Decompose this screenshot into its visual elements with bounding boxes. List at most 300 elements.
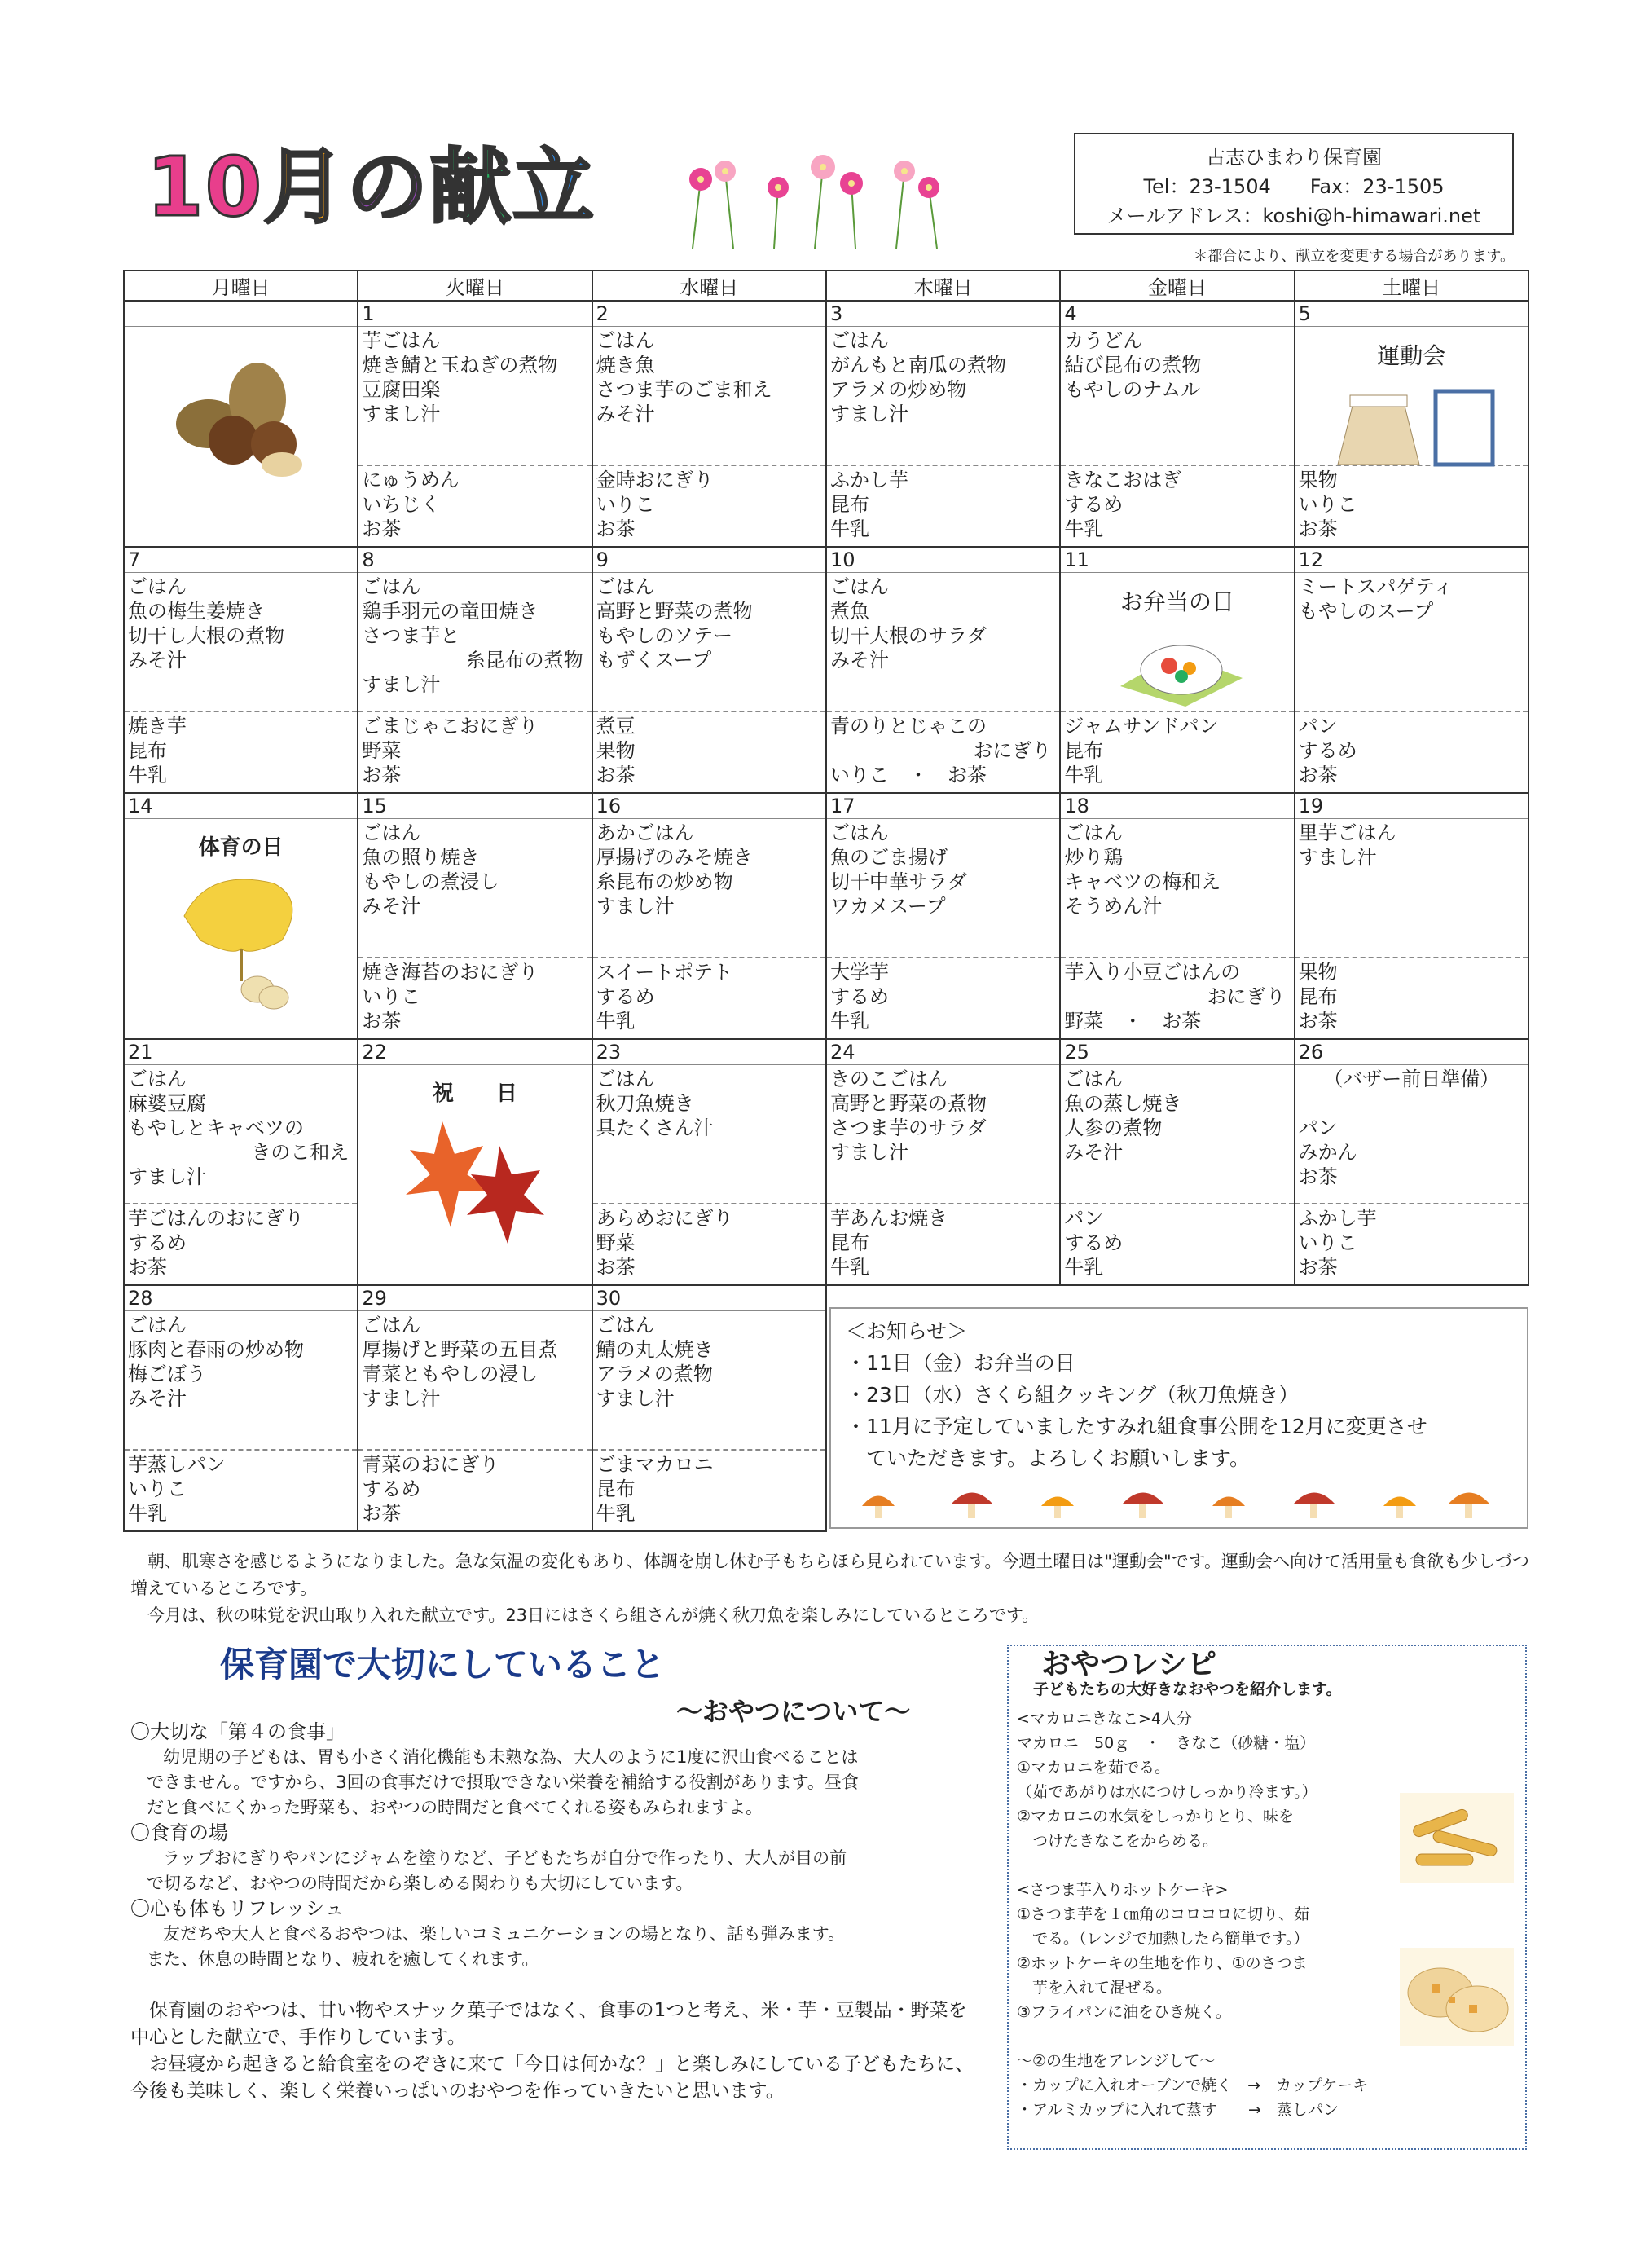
lunch-menu bbox=[593, 327, 825, 469]
day-number: 25 bbox=[1061, 1040, 1293, 1065]
email-address: メールアドレス：koshi@h-himawari.net bbox=[1106, 205, 1481, 227]
lunch-item: 煮魚 bbox=[829, 600, 869, 623]
weekday-label: 土曜日 bbox=[1295, 271, 1528, 301]
lunch-item: そうめん汁 bbox=[1064, 895, 1163, 918]
recipe-line: マカロニ 50ｇ ・ きなこ（砂糖・塩） bbox=[1017, 1734, 1316, 1752]
lunch-item: みそ汁 bbox=[596, 403, 655, 425]
recipe-line: 〜②の生地をアレンジして〜 bbox=[1017, 2052, 1216, 2070]
snack-item: 牛乳 bbox=[1064, 1256, 1104, 1279]
event-label: お弁当の日 bbox=[1119, 588, 1234, 615]
weekday-label: 水曜日 bbox=[592, 271, 826, 301]
recipe-line: ・カップに入れオーブンで焼く → カップケーキ bbox=[1017, 2076, 1369, 2094]
lunch-menu bbox=[358, 1311, 591, 1453]
snack-item: いりこ bbox=[362, 985, 421, 1008]
lunch-item: すまし汁 bbox=[362, 403, 441, 425]
snack-item: いちじく bbox=[362, 493, 441, 516]
lunch-item: 秋刀魚焼き bbox=[596, 1092, 694, 1115]
article-line: で切るなど、おやつの時間だから楽しめる関わりも大切にしています。 bbox=[147, 1874, 693, 1893]
recipe-line: ③フライパンに油をひき焼く。 bbox=[1017, 2003, 1231, 2021]
snack-item: きなこおはぎ bbox=[1064, 469, 1182, 491]
snack-menu bbox=[1061, 1203, 1293, 1284]
recipe-line: でる。（レンジで加熱したら簡単です。） bbox=[1017, 1930, 1309, 1948]
day-number: 26 bbox=[1295, 1040, 1528, 1065]
snack-item: するめ bbox=[362, 1478, 421, 1500]
lunch-menu bbox=[1295, 573, 1528, 715]
calendar-week-row bbox=[124, 301, 1528, 547]
snack-item: 大学芋 bbox=[829, 961, 889, 984]
lunch-item: お茶 bbox=[1298, 1165, 1338, 1188]
article-line: 友だちや大人と食べるおやつは、楽しいコミュニケーションの場となり、話も弾みます。 bbox=[163, 1924, 846, 1944]
lunch-menu bbox=[827, 573, 1059, 715]
snack-item: 牛乳 bbox=[829, 1010, 869, 1033]
day-number: 12 bbox=[1295, 548, 1528, 573]
snack-item: いりこ ・ お茶 bbox=[829, 764, 987, 786]
snack-menu bbox=[125, 1449, 357, 1530]
lunch-menu bbox=[827, 327, 1059, 469]
page-title bbox=[147, 139, 596, 235]
cosmos-flowers-illustration bbox=[668, 147, 961, 253]
contact-box bbox=[1074, 133, 1514, 235]
calendar-day-cell bbox=[1295, 301, 1528, 547]
day-number: 2 bbox=[593, 302, 825, 327]
day-number: 3 bbox=[827, 302, 1059, 327]
lunch-item: 厚揚げのみそ焼き bbox=[596, 846, 753, 869]
snack-menu bbox=[1295, 1203, 1528, 1284]
calendar-day-cell bbox=[826, 1039, 1060, 1285]
day-number: 14 bbox=[125, 794, 357, 819]
article-line: また、休息の時間となり、疲れを癒してくれます。 bbox=[147, 1949, 539, 1969]
snack-item: 牛乳 bbox=[596, 1502, 636, 1525]
snack-menu bbox=[358, 465, 591, 546]
snack-menu bbox=[593, 465, 825, 546]
article-heading: 〇食育の場 bbox=[130, 1821, 228, 1844]
lunch-item: みそ汁 bbox=[128, 649, 187, 672]
lunch-item: もやしとキャベツの bbox=[128, 1116, 304, 1139]
lunch-item: ごはん bbox=[829, 575, 889, 598]
snack-item: 昆布 bbox=[596, 1478, 636, 1500]
macaroni-photo bbox=[1400, 1793, 1514, 1883]
lunch-item: 芋ごはん bbox=[362, 329, 441, 352]
lunch-item: ワカメスープ bbox=[829, 895, 946, 918]
snack-item: お茶 bbox=[362, 1010, 402, 1033]
recipe-box bbox=[1007, 1645, 1527, 2150]
notice-title: ＜お知らせ＞ bbox=[846, 1319, 968, 1343]
lunch-item: ごはん bbox=[128, 1068, 187, 1090]
snack-item: 牛乳 bbox=[128, 1502, 167, 1525]
lunch-item: ごはん bbox=[596, 329, 655, 352]
article-line: だと食べにくかった野菜も、おやつの時間だと食べてくれる姿もみられますよ。 bbox=[147, 1798, 763, 1817]
snack-item: お茶 bbox=[596, 1256, 636, 1279]
lunch-menu bbox=[1295, 819, 1528, 961]
ginkgo-illustration bbox=[125, 851, 357, 1019]
lunch-item: すまし汁 bbox=[128, 1165, 206, 1188]
lunch-item: すまし汁 bbox=[829, 1141, 908, 1164]
lunch-menu bbox=[593, 573, 825, 715]
snack-item: ごまじゃこおにぎり bbox=[362, 715, 539, 738]
snack-menu bbox=[827, 957, 1059, 1038]
snack-item: するめ bbox=[1064, 493, 1124, 516]
snack-item: 牛乳 bbox=[128, 764, 167, 786]
lunch-item: すまし汁 bbox=[596, 1387, 675, 1410]
lunch-item: がんもと南瓜の煮物 bbox=[829, 354, 1006, 377]
lunch-item: すまし汁 bbox=[829, 403, 908, 425]
snack-item: 焼き海苔のおにぎり bbox=[362, 961, 539, 984]
snack-item: おにぎり bbox=[1207, 985, 1286, 1008]
recipe-line: ①さつま芋を１㎝角のコロコロに切り、茹 bbox=[1017, 1905, 1310, 1923]
snack-menu bbox=[358, 1449, 591, 1530]
lunch-item: 切干し大根の煮物 bbox=[128, 624, 284, 647]
day-number: 21 bbox=[125, 1040, 357, 1065]
snack-item: 野菜 ・ お茶 bbox=[1064, 1010, 1202, 1033]
snack-item: 金時おにぎり bbox=[596, 469, 714, 491]
snack-item: 昆布 bbox=[1298, 985, 1338, 1008]
weekday-label: 金曜日 bbox=[1060, 271, 1294, 301]
snack-menu bbox=[1295, 957, 1528, 1038]
snack-item: 牛乳 bbox=[596, 1010, 636, 1033]
lunch-item: すまし汁 bbox=[1298, 846, 1377, 869]
lunch-item: 鶏手羽元の竜田焼き bbox=[362, 600, 539, 623]
lunch-menu bbox=[593, 819, 825, 961]
day-number: 4 bbox=[1061, 302, 1293, 327]
lunch-item: きのこ和え bbox=[251, 1141, 350, 1164]
snack-menu bbox=[593, 1449, 825, 1530]
calendar-day-cell bbox=[358, 301, 592, 547]
day-number bbox=[125, 302, 357, 327]
calendar-day-cell bbox=[1295, 547, 1528, 793]
snack-item: いりこ bbox=[1298, 1231, 1357, 1254]
snack-item: 焼き芋 bbox=[128, 715, 187, 738]
calendar-day-cell bbox=[592, 301, 826, 547]
calendar-day-cell bbox=[1060, 1039, 1294, 1285]
article-heading: 〇心も体もリフレッシュ bbox=[130, 1897, 345, 1920]
calendar-day-cell bbox=[124, 1285, 358, 1531]
calendar-week-row bbox=[124, 1039, 1528, 1285]
recipe-intro: 子どもたちの大好きなおやつを紹介します。 bbox=[1033, 1680, 1342, 1698]
lunch-item: パン bbox=[1298, 1116, 1338, 1139]
lunch-item: 梅ごぼう bbox=[128, 1363, 206, 1385]
snack-item: 昆布 bbox=[829, 493, 869, 516]
lunch-item: 魚の照り焼き bbox=[362, 846, 480, 869]
lunch-item: みそ汁 bbox=[829, 649, 889, 672]
lunch-menu bbox=[593, 1065, 825, 1207]
lunch-item: 魚の梅生姜焼き bbox=[128, 600, 265, 623]
lunch-item: 炒り鶏 bbox=[1064, 846, 1124, 869]
closing-line: お昼寝から起きると給食室をのぞきに来て「今日は何かな？」と楽しみにしている子どもたちに、 bbox=[130, 2054, 974, 2075]
lunch-item: みそ汁 bbox=[362, 895, 421, 918]
day-number: 18 bbox=[1061, 794, 1293, 819]
section-subtitle: 〜おやつについて〜 bbox=[676, 1696, 911, 1727]
notice-item: ・11日（金）お弁当の日 bbox=[846, 1351, 1075, 1375]
calendar-week-row bbox=[124, 793, 1528, 1039]
snack-item: 野菜 bbox=[596, 1231, 636, 1254]
snack-menu bbox=[593, 711, 825, 792]
calendar-day-cell bbox=[358, 547, 592, 793]
snack-item: 果物 bbox=[596, 739, 636, 762]
snack-menu bbox=[1295, 711, 1528, 792]
notice-box bbox=[829, 1307, 1528, 1529]
calendar-day-cell bbox=[592, 793, 826, 1039]
snack-item: 果物 bbox=[1298, 961, 1338, 984]
snack-item: 芋ごはんのおにぎり bbox=[128, 1207, 304, 1230]
snack-item: お茶 bbox=[596, 764, 636, 786]
calendar-day-cell bbox=[592, 1039, 826, 1285]
day-number: 10 bbox=[827, 548, 1059, 573]
lunch-item: もずくスープ bbox=[596, 649, 712, 672]
lunch-item: 切干中華サラダ bbox=[829, 870, 967, 893]
snack-menu bbox=[593, 1203, 825, 1284]
snack-item: するめ bbox=[1298, 739, 1357, 762]
snack-item: いりこ bbox=[128, 1478, 187, 1500]
lunch-item: みそ汁 bbox=[1064, 1141, 1124, 1164]
snack-item: パン bbox=[1298, 715, 1338, 738]
lunch-item: きのこごはん bbox=[829, 1068, 948, 1090]
recipe-line: ②ホットケーキの生地を作り、①のさつま bbox=[1017, 1954, 1308, 1972]
lunch-item: 糸昆布の炒め物 bbox=[596, 870, 733, 893]
day-number: 29 bbox=[358, 1286, 591, 1311]
snack-item: するめ bbox=[596, 985, 655, 1008]
lunch-item: 切干大根のサラダ bbox=[829, 624, 987, 647]
lunch-item: 結び昆布の煮物 bbox=[1064, 354, 1202, 377]
snack-item: 昆布 bbox=[128, 739, 167, 762]
day-number: 15 bbox=[358, 794, 591, 819]
lunch-item: カうどん bbox=[1064, 329, 1143, 352]
day-number: 23 bbox=[593, 1040, 825, 1065]
lunch-item: （バザー前日準備） bbox=[1323, 1068, 1500, 1090]
snack-article bbox=[130, 1720, 978, 2105]
lunch-item: 里芋ごはん bbox=[1298, 821, 1396, 844]
title-part: 献 bbox=[429, 139, 513, 235]
lunch-item: さつま芋のごま和え bbox=[596, 378, 772, 401]
article-line: 幼児期の子どもは、胃も小さく消化機能も未熟な為、大人のように1度に沢山食べることは bbox=[163, 1747, 859, 1767]
hotcake-photo bbox=[1400, 1948, 1514, 2046]
snack-item: お茶 bbox=[1298, 764, 1338, 786]
intro-line: 増えているところです。 bbox=[130, 1579, 318, 1598]
lunch-item: ごはん bbox=[362, 821, 421, 844]
snack-menu bbox=[1061, 711, 1293, 792]
lunch-item: 豚肉と春雨の炒め物 bbox=[128, 1338, 304, 1361]
snack-menu bbox=[358, 957, 591, 1038]
lunch-item: さつま芋と bbox=[362, 624, 460, 647]
lunch-item: 糸昆布の煮物 bbox=[465, 649, 583, 672]
closing-line: 今後も美味しく、楽しく栄養いっぱいのおやつを作っていきたいと思います。 bbox=[130, 2081, 785, 2102]
lunch-menu bbox=[1061, 819, 1293, 961]
snack-item: ジャムサンドパン bbox=[1064, 715, 1219, 738]
snack-item: するめ bbox=[829, 985, 889, 1008]
recipe-line: ①マカロニを茹でる。 bbox=[1017, 1759, 1171, 1777]
snack-item: 牛乳 bbox=[829, 517, 869, 540]
snack-item: お茶 bbox=[362, 1502, 402, 1525]
snack-item: あらめおにぎり bbox=[596, 1207, 733, 1230]
calendar-week-row bbox=[124, 547, 1528, 793]
snack-item: いりこ bbox=[1298, 493, 1357, 516]
lunch-menu bbox=[1061, 1065, 1293, 1207]
snack-item: 青のりとじゃこの bbox=[829, 715, 987, 738]
lunch-item: 高野と野菜の煮物 bbox=[829, 1092, 987, 1115]
event-label: 運動会 bbox=[1377, 342, 1446, 369]
calendar-day-cell bbox=[124, 1039, 358, 1285]
change-notice: ＊都合により、献立を変更する場合があります。 bbox=[1193, 248, 1515, 265]
lunch-item: アラメの炒め物 bbox=[829, 378, 967, 401]
snack-menu bbox=[827, 711, 1059, 792]
title-part: 10 bbox=[147, 139, 264, 235]
tel-fax: Tel：23-1504 Fax：23-1505 bbox=[1143, 175, 1445, 198]
lunch-item: すまし汁 bbox=[596, 895, 675, 918]
lunch-item: ごはん bbox=[1064, 1068, 1124, 1090]
snack-menu bbox=[125, 711, 357, 792]
lunch-menu bbox=[1295, 1065, 1528, 1207]
lunch-item: ごはん bbox=[596, 1068, 655, 1090]
calendar-day-cell bbox=[826, 793, 1060, 1039]
lunch-item: みかん bbox=[1298, 1141, 1357, 1164]
day-number: 9 bbox=[593, 548, 825, 573]
snack-item: 牛乳 bbox=[1064, 517, 1104, 540]
lunch-menu bbox=[125, 1311, 357, 1453]
lunch-item: 魚のごま揚げ bbox=[829, 846, 948, 869]
recipe-line: <マカロニきなこ>4人分 bbox=[1017, 1710, 1192, 1728]
snack-item: 芋入り小豆ごはんの bbox=[1064, 961, 1241, 984]
lunch-menu bbox=[358, 327, 591, 469]
intro-line: 今月は、秋の味覚を沢山取り入れた献立です。23日にはさくら組さんが焼く秋刀魚を楽しみにしているところです。 bbox=[130, 1605, 1040, 1625]
lunch-item: ごはん bbox=[362, 575, 421, 598]
lunch-item: キャベツの梅和え bbox=[1064, 870, 1221, 893]
article-line: できません。ですから、3回の食事だけで摂取できない栄養を補給する役割があります。昼食 bbox=[147, 1773, 859, 1792]
lunch-item: 豆腐田楽 bbox=[362, 378, 441, 401]
nursery-name: 古志ひまわり保育園 bbox=[1206, 146, 1382, 169]
calendar-day-cell bbox=[358, 1285, 592, 1531]
snack-item: スイートポテト bbox=[596, 961, 733, 984]
day-number: 24 bbox=[827, 1040, 1059, 1065]
lunch-menu bbox=[1061, 327, 1293, 469]
recipe-steps bbox=[1017, 1707, 1517, 2122]
lunch-item bbox=[1299, 1091, 1524, 1116]
snack-item: するめ bbox=[1064, 1231, 1124, 1254]
day-number: 22 bbox=[358, 1040, 591, 1065]
lunch-menu bbox=[358, 819, 591, 961]
day-number: 17 bbox=[827, 794, 1059, 819]
lunch-item: ごはん bbox=[1064, 821, 1124, 844]
lunch-item: みそ汁 bbox=[128, 1387, 187, 1410]
snack-item: お茶 bbox=[596, 517, 636, 540]
calendar-day-cell bbox=[358, 793, 592, 1039]
calendar-day-cell bbox=[1060, 793, 1294, 1039]
calendar-day-cell bbox=[1060, 301, 1294, 547]
lunch-item: あかごはん bbox=[596, 821, 694, 844]
recipe-line: ②マカロニの水気をしっかりとり、味を bbox=[1017, 1808, 1295, 1825]
closing-line: 保育園のおやつは、甘い物やスナック菓子ではなく、食事の1つと考え、米・芋・豆製品・野菜を bbox=[130, 2000, 967, 2021]
snack-item: 牛乳 bbox=[829, 1256, 869, 1279]
weekday-label: 木曜日 bbox=[826, 271, 1060, 301]
recipe-title: おやつレシピ bbox=[1041, 1648, 1217, 1681]
event-label: 体育の日 bbox=[198, 835, 284, 860]
maple-leaf-illustration bbox=[358, 1105, 591, 1257]
snack-item: ふかし芋 bbox=[829, 469, 908, 491]
recipe-line: 芋を入れて混ぜる。 bbox=[1017, 1979, 1172, 1997]
title-part: の bbox=[346, 139, 430, 235]
snack-item: お茶 bbox=[362, 764, 402, 786]
snack-item: 青菜のおにぎり bbox=[362, 1453, 499, 1476]
day-number: 8 bbox=[358, 548, 591, 573]
day-number: 5 bbox=[1295, 302, 1528, 327]
snack-item: お茶 bbox=[1298, 517, 1338, 540]
recipe-line: つけたきなこをからめる。 bbox=[1017, 1832, 1219, 1850]
calendar-day-cell bbox=[1295, 793, 1528, 1039]
weekday-header bbox=[124, 271, 1528, 301]
snack-item: 昆布 bbox=[1064, 739, 1104, 762]
notice-item: ていただきます。よろしくお願いします。 bbox=[846, 1447, 1251, 1470]
snack-menu bbox=[1061, 465, 1293, 546]
lunch-menu bbox=[125, 573, 357, 715]
lunch-item: もやしのソテー bbox=[596, 624, 733, 647]
snack-menu bbox=[827, 1203, 1059, 1284]
snack-item: お茶 bbox=[362, 517, 402, 540]
calendar-day-cell bbox=[592, 1285, 826, 1531]
calendar-day-cell bbox=[826, 547, 1060, 793]
snack-item: 煮豆 bbox=[596, 715, 636, 738]
bento-illustration bbox=[1061, 621, 1293, 716]
snack-item: パン bbox=[1064, 1207, 1104, 1230]
title-part: 月 bbox=[263, 139, 347, 235]
weekday-label: 月曜日 bbox=[124, 271, 358, 301]
calendar-day-cell bbox=[124, 301, 358, 547]
snack-menu bbox=[125, 1203, 357, 1284]
lunch-item: 焼き魚 bbox=[596, 354, 655, 377]
lunch-item: 人参の煮物 bbox=[1064, 1116, 1163, 1139]
lunch-item: さつま芋のサラダ bbox=[829, 1116, 987, 1139]
lunch-item: 焼き鯖と玉ねぎの煮物 bbox=[362, 354, 558, 377]
lunch-item: もやしの煮浸し bbox=[362, 870, 499, 893]
lunch-menu bbox=[827, 819, 1059, 961]
article-line: ラップおにぎりやパンにジャムを塗りなど、子どもたちが自分で作ったり、大人が目の前 bbox=[163, 1848, 847, 1868]
lunch-item: もやしのスープ bbox=[1298, 600, 1434, 623]
snack-menu bbox=[358, 711, 591, 792]
snack-item: ふかし芋 bbox=[1298, 1207, 1377, 1230]
snack-item: 芋蒸しパン bbox=[128, 1453, 226, 1476]
lunch-item: ごはん bbox=[596, 575, 655, 598]
lunch-item: 高野と野菜の煮物 bbox=[596, 600, 753, 623]
lunch-item: ごはん bbox=[829, 329, 889, 352]
mushroom-border-illustration bbox=[846, 1478, 1498, 1526]
snack-item: 野菜 bbox=[362, 739, 402, 762]
snack-item: 果物 bbox=[1298, 469, 1338, 491]
lunch-item: すまし汁 bbox=[362, 673, 441, 696]
lunch-item: ごはん bbox=[362, 1314, 421, 1337]
lunch-menu bbox=[358, 573, 591, 715]
snack-menu bbox=[593, 957, 825, 1038]
chestnut-illustration bbox=[125, 350, 357, 486]
notice-item: ・23日（水）さくら組クッキング（秋刀魚焼き） bbox=[846, 1383, 1300, 1407]
day-number: 28 bbox=[125, 1286, 357, 1311]
lunch-item: 魚の蒸し焼き bbox=[1064, 1092, 1182, 1115]
lunch-item: 具たくさん汁 bbox=[596, 1116, 714, 1139]
intro-line: 朝、肌寒さを感じるようになりました。急な気温の変化もあり、体調を崩し休む子もちらほら見られています。今週土曜日は"運動会"です。運動会へ向けて活用量も食欲も少しづつ bbox=[130, 1552, 1529, 1571]
snack-item: 牛乳 bbox=[1064, 764, 1104, 786]
lunch-item: もやしのナムル bbox=[1064, 378, 1201, 401]
snack-menu bbox=[1061, 957, 1293, 1038]
day-number: 19 bbox=[1295, 794, 1528, 819]
calendar-day-cell bbox=[124, 793, 358, 1039]
snack-item: するめ bbox=[128, 1231, 187, 1254]
day-number: 16 bbox=[593, 794, 825, 819]
lunch-item: アラメの煮物 bbox=[596, 1363, 713, 1385]
snack-item: お茶 bbox=[1298, 1256, 1338, 1279]
lunch-item: ごはん bbox=[128, 575, 187, 598]
snack-item: おにぎり bbox=[973, 739, 1052, 762]
snack-menu bbox=[827, 465, 1059, 546]
lunch-item: ミートスパゲティ bbox=[1298, 575, 1454, 598]
day-number: 7 bbox=[125, 548, 357, 573]
event-label: 祝 日 bbox=[432, 1081, 517, 1106]
day-number: 11 bbox=[1061, 548, 1293, 573]
